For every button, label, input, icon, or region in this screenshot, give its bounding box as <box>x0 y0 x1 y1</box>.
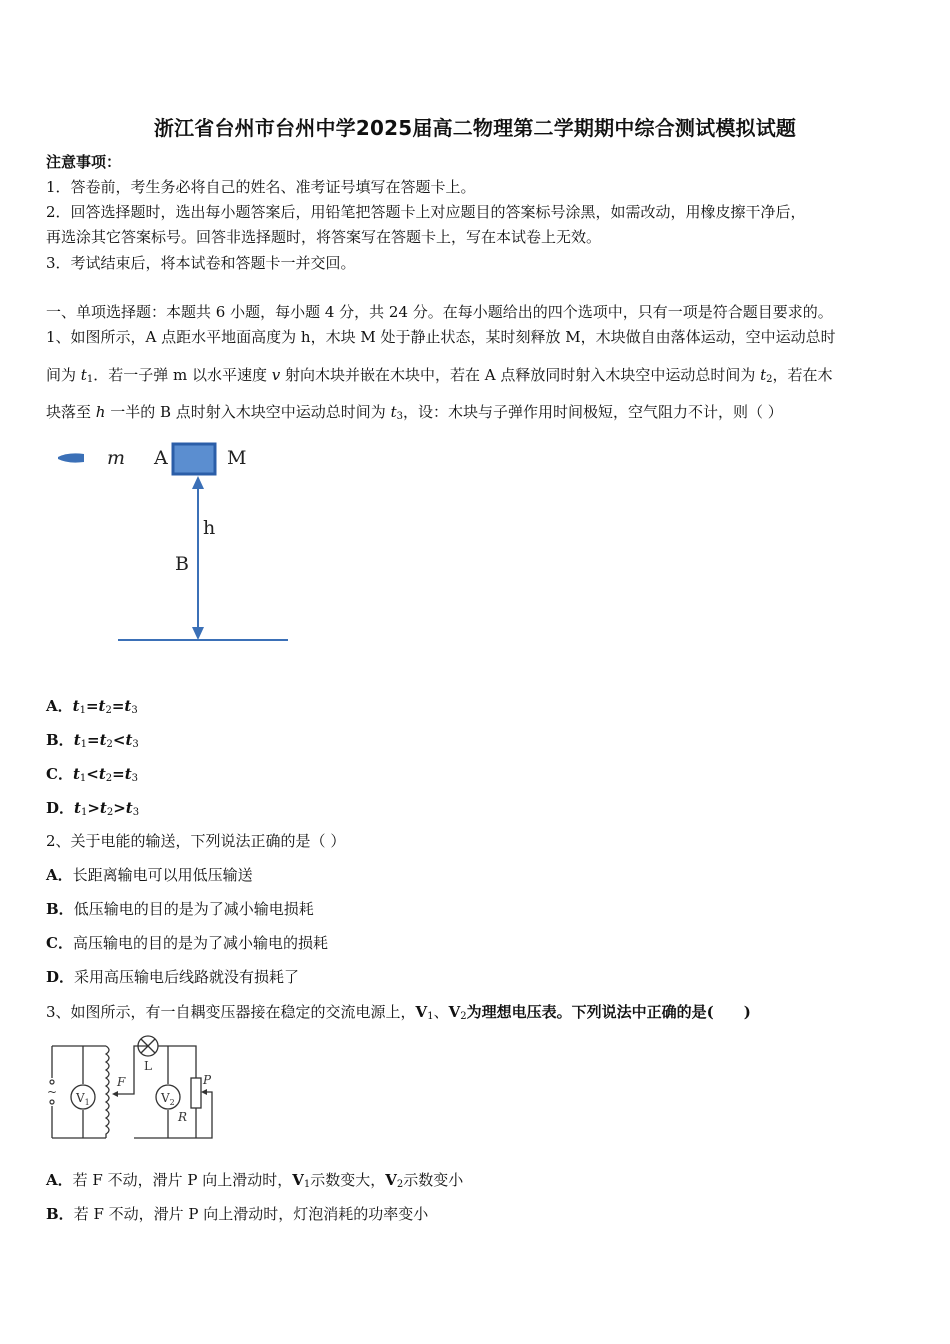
label-P: P <box>203 1073 212 1087</box>
page-title: 浙江省台州市台州中学2025届高二物理第二学期期中综合测试模拟试题 <box>153 116 797 140</box>
q2-option-b: B．低压输电的目的是为了减小输电损耗 <box>46 900 314 918</box>
notice-item-1: 1．答卷前，考生务必将自己的姓名、准考证号填写在答题卡上。 <box>46 178 476 196</box>
q1-stem-line-2: 间为 $t_1$．若一子弹 m 以水平速度 v 射向木块并嵌在木块中，若在 A 点释放同时射入木块空中运动总时间为 $t_2$，若在木 <box>46 366 833 385</box>
q3-option-a: A．若 F 不动，滑片 P 向上滑动时，$V_1$示数变大，$V_2$示数变小 <box>46 1171 464 1190</box>
q3-circuit-figure <box>44 1032 226 1144</box>
q3-stem: 3、如图所示，有一自耦变压器接在稳定的交流电源上，$V_1$、$V_2$为理想电压表。下列说法中正确的是( ) <box>46 1003 751 1022</box>
fig-label-m: m <box>107 447 126 469</box>
v1-label: $V_1$ <box>76 1091 90 1107</box>
tap-arrow-icon <box>112 1091 118 1097</box>
notice-item-2: 2．回答选择题时，选出每小题答案后，用铅笔把答题卡上对应题目的答案标号涂黑，如需改动，用橡皮擦干净后， <box>46 203 806 221</box>
q1-option-c: C．$t_1<t_2=t_3$ <box>46 765 139 784</box>
ac-symbol: ~ <box>47 1085 58 1099</box>
notice-item-3: 3．考试结束后，将本试卷和答题卡一并交回。 <box>46 254 356 272</box>
resistor-icon <box>191 1078 201 1108</box>
label-F: F <box>117 1075 126 1089</box>
block-M <box>173 444 215 474</box>
notice-heading: 注意事项： <box>46 153 122 171</box>
arrow-up-icon <box>192 476 204 489</box>
q1-option-b: B．$t_1=t_2<t_3$ <box>46 731 139 750</box>
q2-option-d: D．采用高压输电后线路就没有损耗了 <box>46 968 300 986</box>
q1-stem-line-1: 1、如图所示，A 点距水平地面高度为 h，木块 M 处于静止状态，某时刻释放 M，木块做自由落体运动，空中运动总时 <box>46 328 836 346</box>
label-L: L <box>144 1059 152 1073</box>
q2-option-a: A．长距离输电可以用低压输送 <box>46 866 253 884</box>
q1-figure <box>50 436 300 648</box>
arrow-down-icon <box>192 627 204 640</box>
notice-item-2-cont: 再选涂其它答案标号。回答非选择题时，将答案写在答题卡上，写在本试卷上无效。 <box>46 228 602 246</box>
q3-option-b: B．若 F 不动，滑片 P 向上滑动时，灯泡消耗的功率变小 <box>46 1205 429 1223</box>
q1-option-d: D．$t_1>t_2>t_3$ <box>46 799 140 818</box>
transformer-coil <box>106 1046 109 1138</box>
q2-stem: 2、关于电能的输送，下列说法正确的是（ ） <box>46 832 346 850</box>
q2-option-c: C．高压输电的目的是为了减小输电的损耗 <box>46 934 328 952</box>
fig-label-M: M <box>227 447 247 469</box>
fig-label-A: A <box>154 447 168 469</box>
section-heading: 一、单项选择题：本题共 6 小题，每小题 4 分，共 24 分。在每小题给出的四个选项中，只有一项是符合题目要求的。 <box>46 303 833 321</box>
label-R: R <box>178 1110 188 1124</box>
bullet-icon <box>58 453 84 462</box>
fig-label-B: B <box>175 553 189 575</box>
v2-label: $V_2$ <box>161 1091 175 1107</box>
fig-label-h: h <box>203 517 216 539</box>
q1-option-a: A．$t_1=t_2=t_3$ <box>46 697 138 716</box>
q1-stem-line-3: 块落至 h 一半的 B 点时射入木块空中运动总时间为 $t_3$，设：木块与子弹作用时间极短，空气阻力不计，则（ ） <box>46 403 783 422</box>
slider-arrow-icon <box>201 1089 207 1095</box>
